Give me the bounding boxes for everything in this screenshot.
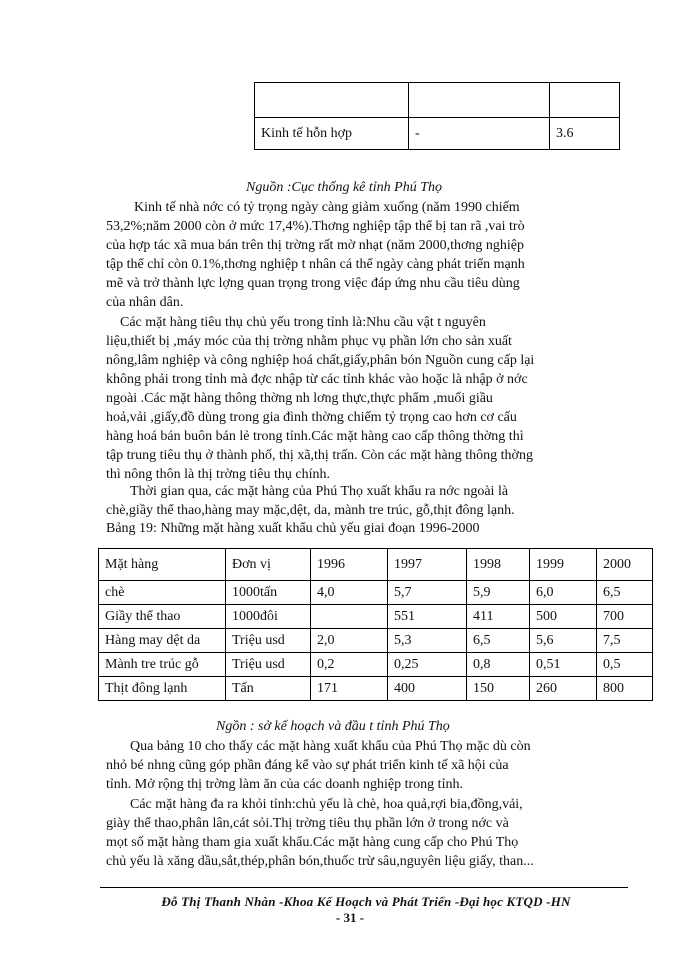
text-line: giày thể thao,phân lân,cát sỏi.Thị trờng tiêu thụ phần lớn ở trong nớc và bbox=[106, 816, 509, 831]
text-line: chủ yếu là xăng dầu,sắt,thép,phân bón,thuốc trừ sâu,nguyên liệu giấy, than... bbox=[106, 854, 534, 869]
table-caption: Bảng 19: Những mặt hàng xuất khẩu chủ yếu giai đoạn 1996-2000 bbox=[106, 521, 480, 536]
table-cell: 5,3 bbox=[388, 629, 467, 653]
table-cell: Hàng may dệt da bbox=[99, 629, 226, 653]
paragraph-4 bbox=[106, 737, 618, 794]
table-cell: Triệu usd bbox=[226, 629, 311, 653]
header-cell: Mặt hàng bbox=[99, 549, 226, 581]
source-note-2: Ngồn : sở kế hoạch và đầu t tỉnh Phú Thọ bbox=[216, 719, 450, 734]
table-cell: 5,7 bbox=[388, 581, 467, 605]
text-line: của nhân dân. bbox=[106, 295, 184, 310]
header-cell: 2000 bbox=[597, 549, 653, 581]
table-row bbox=[99, 653, 653, 677]
header-cell: 1999 bbox=[530, 549, 597, 581]
table-cell: 0,25 bbox=[388, 653, 467, 677]
header-cell: Đơn vị bbox=[226, 549, 311, 581]
table-cell: 500 bbox=[530, 605, 597, 629]
table-cell bbox=[311, 605, 388, 629]
text-line: Các mặt hàng tiêu thụ chủ yếu trong tỉnh là:Nhu cầu vật t nguyên bbox=[120, 315, 486, 330]
table-cell: 3.6 bbox=[550, 118, 620, 150]
table-cell: 5,6 bbox=[530, 629, 597, 653]
table-cell: 150 bbox=[467, 677, 530, 701]
table-cell: 5,9 bbox=[467, 581, 530, 605]
table-cell: 1000đôi bbox=[226, 605, 311, 629]
table-cell: 6,5 bbox=[467, 629, 530, 653]
paragraph-3 bbox=[106, 482, 618, 520]
table-cell bbox=[255, 83, 409, 118]
text-line: Kinh tế nhà nớc có tỷ trọng ngày càng giảm xuống (năm 1990 chiếm bbox=[134, 200, 520, 215]
page-number: - 31 - bbox=[335, 910, 365, 925]
table-cell: - bbox=[409, 118, 550, 150]
table-cell: 0,5 bbox=[597, 653, 653, 677]
table-cell: Mành tre trúc gỗ bbox=[99, 653, 226, 677]
table-cell: Kinh tế hỗn hợp bbox=[255, 118, 409, 150]
economic-sector-table bbox=[254, 82, 620, 150]
text-line: nông,lâm nghiệp và công nghiệp hoá chất,giấy,phân bón Nguồn cung cấp lại bbox=[106, 353, 535, 368]
table-cell: 0,2 bbox=[311, 653, 388, 677]
table-cell: 7,5 bbox=[597, 629, 653, 653]
footer-divider bbox=[100, 887, 628, 888]
text-line: chè,giầy thể thao,hàng may mặc,dệt, da, mành tre trúc, gỗ,thịt đông lạnh. bbox=[106, 503, 515, 518]
text-line: tập thể chỉ còn 0.1%,thơng nghiệp t nhân cá thể ngày càng phát triển mạnh bbox=[106, 257, 525, 272]
table-cell: 260 bbox=[530, 677, 597, 701]
table-row bbox=[255, 83, 620, 118]
text-line: tỉnh. Mở rộng thị trờng làm ăn của các doanh nghiệp trong tỉnh. bbox=[106, 777, 463, 792]
table-header-row bbox=[99, 549, 653, 581]
paragraph-5 bbox=[106, 795, 618, 871]
text-line: Các mặt hàng đa ra khỏi tỉnh:chủ yếu là chè, hoa quả,rợi bia,đồng,vải, bbox=[130, 797, 523, 812]
table-cell: 2,0 bbox=[311, 629, 388, 653]
table-cell: 1000tấn bbox=[226, 581, 311, 605]
table-cell: Giầy thể thao bbox=[99, 605, 226, 629]
table-cell: 6,0 bbox=[530, 581, 597, 605]
export-products-table bbox=[98, 548, 653, 701]
table-row bbox=[99, 581, 653, 605]
paragraph-2 bbox=[106, 313, 618, 484]
table-cell: chè bbox=[99, 581, 226, 605]
text-line: không phải trong tỉnh mà đợc nhập từ các tỉnh khác vào hoặc là nhập ở nớc bbox=[106, 372, 528, 387]
table-row bbox=[99, 605, 653, 629]
text-line: nhỏ bé nhng cũng góp phần đáng kể vào sự phát triển kinh tế xã hội của bbox=[106, 758, 509, 773]
table-cell: 0,51 bbox=[530, 653, 597, 677]
text-line: mẽ và trở thành lực lợng quan trọng trong việc đáp ứng nhu cầu tiêu dùng bbox=[106, 276, 520, 291]
table-cell: 551 bbox=[388, 605, 467, 629]
text-line: tập trung tiêu thụ ở thành phố, thị xã,thị trấn. Còn các mặt hàng thông thờng bbox=[106, 448, 533, 463]
header-cell: 1997 bbox=[388, 549, 467, 581]
table-cell: 400 bbox=[388, 677, 467, 701]
header-cell: 1996 bbox=[311, 549, 388, 581]
table-cell bbox=[409, 83, 550, 118]
paragraph-1 bbox=[106, 198, 618, 312]
table-cell: Tấn bbox=[226, 677, 311, 701]
text-line: Qua bảng 10 cho thấy các mặt hàng xuất khẩu của Phú Thọ mặc dù còn bbox=[130, 739, 531, 754]
table-cell: Thịt đông lạnh bbox=[99, 677, 226, 701]
table-cell: 0,8 bbox=[467, 653, 530, 677]
text-line: hoả,vải ,giấy,đồ dùng trong gia đình thờng chiếm tỷ trọng cao hơn cơ cấu bbox=[106, 410, 517, 425]
text-line: của hợp tác xã mua bán trên thị trờng rất mờ nhạt (năm 2000,thơng nghiệp bbox=[106, 238, 525, 253]
text-line: thì nông thôn là thị trờng tiêu thụ chính. bbox=[106, 467, 330, 482]
text-line: liệu,thiết bị ,máy móc của thị trờng nhằm phục vụ phần lớn cho sản xuất bbox=[106, 334, 512, 349]
table-row bbox=[99, 677, 653, 701]
text-line: mọt số mặt hàng tham gia xuất khẩu.Các mặt hàng cung cấp cho Phú Thọ bbox=[106, 835, 519, 850]
footer-author: Đỗ Thị Thanh Nhàn -Khoa Kế Hoạch và Phát Triển -Đại học KTQD -HN bbox=[161, 894, 571, 909]
source-note-1: Nguồn :Cục thống kê tỉnh Phú Thọ bbox=[246, 180, 442, 195]
table-cell: 700 bbox=[597, 605, 653, 629]
text-line: ngoài .Các mặt hàng thông thờng nh lơng thực,thực phẩm ,muối giầu bbox=[106, 391, 493, 406]
table-cell: 800 bbox=[597, 677, 653, 701]
table-cell: 6,5 bbox=[597, 581, 653, 605]
header-cell: 1998 bbox=[467, 549, 530, 581]
table-cell: 171 bbox=[311, 677, 388, 701]
text-line: 53,2%;năm 2000 còn ở mức 17,4%).Thơng nghiệp tập thể bị tan rã ,vai trò bbox=[106, 219, 525, 234]
table-row bbox=[255, 118, 620, 150]
table-cell: 4,0 bbox=[311, 581, 388, 605]
table-row bbox=[99, 629, 653, 653]
table-cell: 411 bbox=[467, 605, 530, 629]
table-cell: Triệu usd bbox=[226, 653, 311, 677]
table-cell bbox=[550, 83, 620, 118]
text-line: Thời gian qua, các mặt hàng của Phú Thọ xuất khẩu ra nớc ngoài là bbox=[130, 484, 509, 499]
text-line: hàng hoá bán buôn bán lẻ trong tỉnh.Các mặt hàng cao cấp thông thờng thì bbox=[106, 429, 524, 444]
